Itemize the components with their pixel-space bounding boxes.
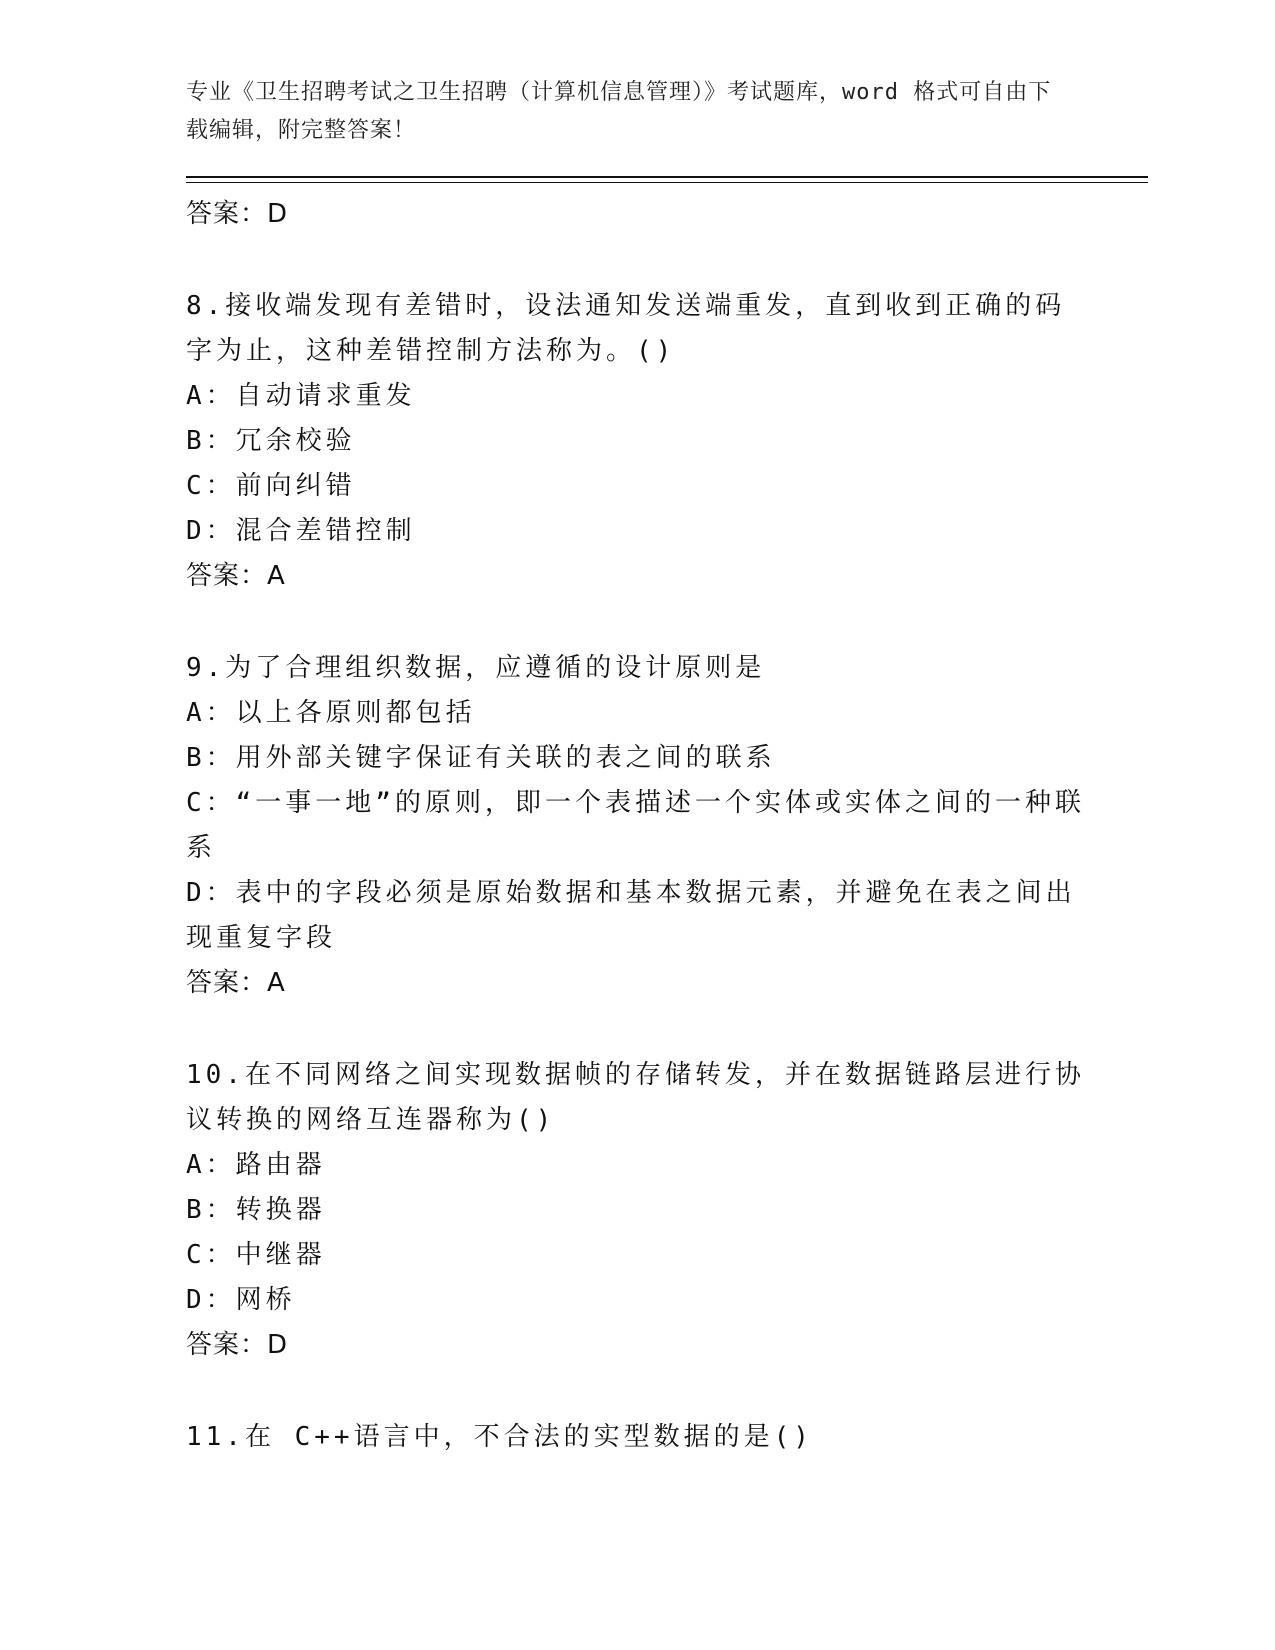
question-list <box>186 188 1086 1460</box>
question-9 <box>186 646 1086 1005</box>
option-c: C：中继器 <box>186 1240 326 1270</box>
question-11 <box>186 1415 1086 1460</box>
option-a: A：路由器 <box>186 1150 326 1180</box>
option-d: D：网桥 <box>186 1285 296 1315</box>
option-a: A：自动请求重发 <box>186 381 416 411</box>
header-rule-thick <box>186 176 1148 178</box>
answer-line: 答案：A <box>186 968 286 998</box>
question-10 <box>186 1053 1086 1367</box>
question-text: 9.为了合理组织数据，应遵循的设计原则是 <box>186 653 766 683</box>
answer-line: 答案：D <box>186 1330 289 1360</box>
option-b: B：转换器 <box>186 1195 326 1225</box>
option-c: C：前向纠错 <box>186 471 356 501</box>
option-b: B：用外部关键字保证有关联的表之间的联系 <box>186 743 776 773</box>
question-8 <box>186 284 1086 598</box>
answer-line: 答案：A <box>186 561 286 591</box>
question-text: 10.在不同网络之间实现数据帧的存储转发，并在数据链路层进行协议转换的网络互连器称为() <box>186 1060 1085 1135</box>
document-header: 专业《卫生招聘考试之卫生招聘（计算机信息管理）》考试题库，word 格式可自由下载编辑，附完整答案！ <box>186 80 1052 143</box>
question-text: 11.在 C++语言中，不合法的实型数据的是() <box>186 1422 813 1452</box>
header-rule-thin <box>186 182 1148 183</box>
option-b: B：冗余校验 <box>186 426 356 456</box>
option-d: D：表中的字段必须是原始数据和基本数据元素，并避免在表之间出现重复字段 <box>186 878 1076 953</box>
option-c: C：“一事一地”的原则，即一个表描述一个实体或实体之间的一种联系 <box>186 788 1085 863</box>
answer-line: 答案：D <box>186 199 289 229</box>
question-text: 8.接收端发现有差错时，设法通知发送端重发，直到收到正确的码字为止，这种差错控制方法称为。() <box>186 291 1066 366</box>
option-a: A：以上各原则都包括 <box>186 698 476 728</box>
option-d: D：混合差错控制 <box>186 516 416 546</box>
